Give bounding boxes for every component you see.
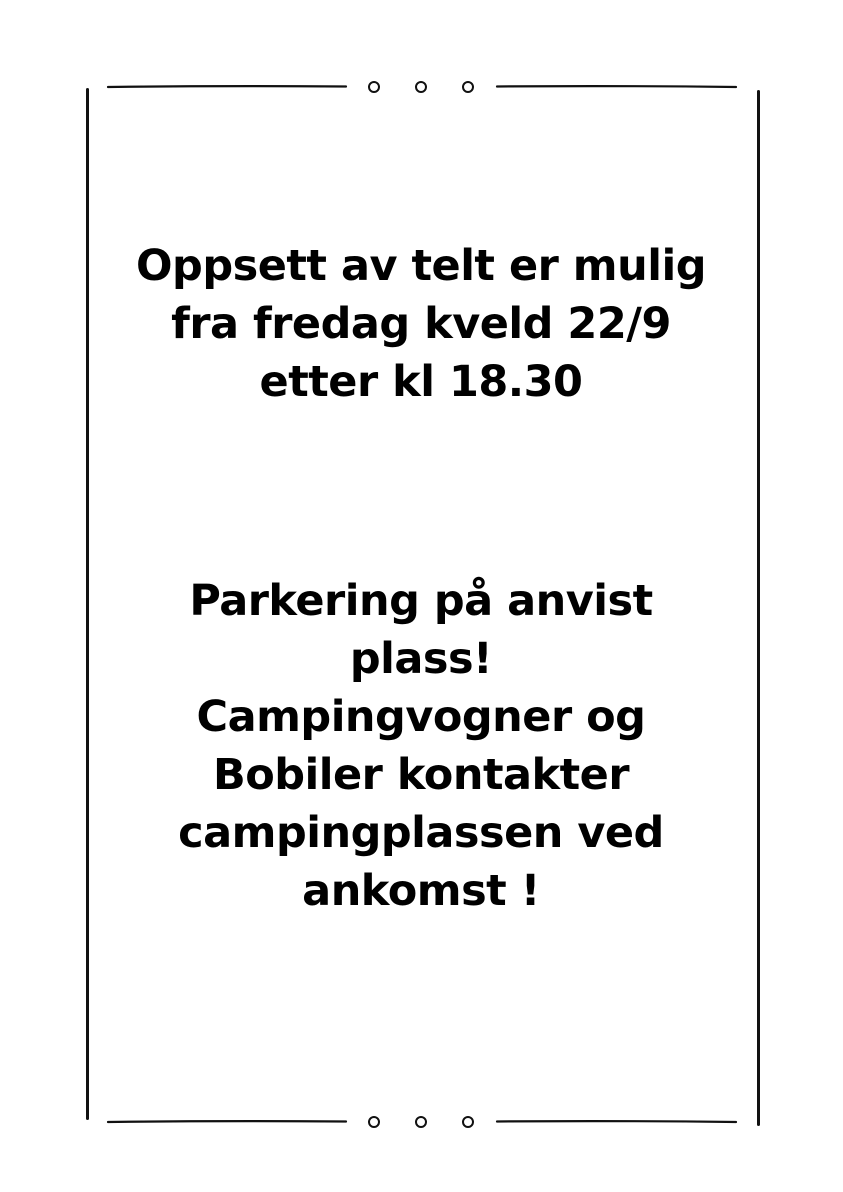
parking-notice-line-6: ankomst !	[302, 866, 540, 916]
tent-notice-line-1: Oppsett av telt er mulig	[136, 241, 706, 291]
parking-notice-line-2: plass!	[349, 634, 493, 684]
parking-notice	[110, 572, 732, 920]
top-ornament-divider	[0, 78, 843, 98]
parking-notice-line-3: Campingvogner og	[196, 692, 646, 742]
parking-notice-line-4: Bobiler kontakter	[212, 750, 630, 800]
tent-setup-notice	[110, 237, 732, 411]
bottom-ornament-divider	[0, 1113, 843, 1133]
parking-notice-line-1: Parkering på anvist	[189, 576, 653, 626]
frame-right-border	[757, 90, 760, 1126]
tent-notice-line-2: fra fredag kveld 22/9	[171, 299, 671, 349]
frame-left-border	[86, 88, 89, 1120]
parking-notice-line-5: campingplassen ved	[178, 808, 664, 858]
tent-notice-line-3: etter kl 18.30	[259, 357, 583, 407]
